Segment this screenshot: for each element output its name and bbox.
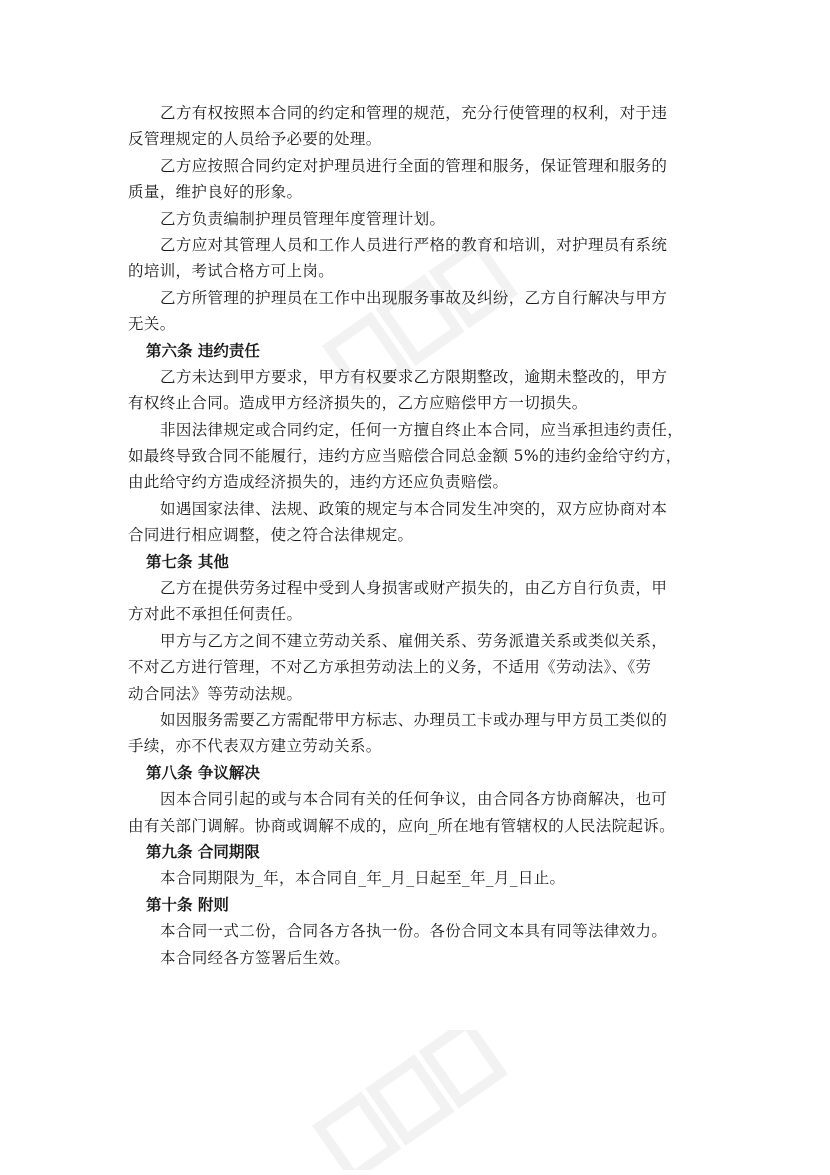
paragraph-line: 的培训，考试合格方可上岗。 (128, 262, 335, 281)
paragraph-line: 合同进行相应调整，使之符合法律规定。 (128, 526, 414, 545)
paragraph-line: 反管理规定的人员给予必要的处理。 (128, 130, 382, 149)
paragraph-line: 不对乙方进行管理，不对乙方承担劳动法上的义务，不适用《劳动法》、《劳 (128, 658, 652, 677)
paragraph-line: 乙方有权按照本合同的约定和管理的规范，充分行使管理的权利，对于违 (160, 104, 668, 122)
paragraph-line: 如遇国家法律、法规、政策的规定与本合同发生冲突的，双方应协商对本 (160, 499, 668, 518)
section-heading: 第七条 其他 (146, 551, 229, 571)
paragraph (128, 945, 720, 971)
paragraph-line: 非因法律规定或合同约定，任何一方擅自终止本合同，应当承担违约责任， (160, 420, 684, 439)
paragraph (128, 206, 720, 232)
paragraph (128, 496, 720, 549)
paragraph (128, 100, 720, 153)
watermark-logo-icon (300, 1030, 520, 1174)
section-heading: 第六条 违约责任 (146, 340, 260, 360)
paragraph (128, 232, 720, 285)
paragraph-line: 动合同法》等劳动法规。 (128, 684, 303, 703)
paragraph-line: 无关。 (128, 315, 176, 334)
paragraph (128, 285, 720, 338)
paragraph-line: 本合同期限为_年，本合同自_年_月_日起至_年_月_日止。 (160, 869, 566, 888)
paragraph-line: 乙方应对其管理人员和工作人员进行严格的教育和培训，对护理员有系统 (160, 235, 668, 254)
paragraph-line: 方对此不承担任何责任。 (128, 605, 303, 624)
paragraph-line: 乙方应按照合同约定对护理员进行全面的管理和服务，保证管理和服务的 (160, 156, 668, 175)
section-heading: 第九条 合同期限 (146, 841, 260, 861)
paragraph (128, 707, 720, 760)
paragraph-line: 乙方所管理的护理员在工作中出现服务事故及纠纷，乙方自行解决与甲方 (160, 288, 668, 307)
paragraph-line: 如因服务需要乙方需配带甲方标志、办理员工卡或办理与甲方员工类似的 (160, 710, 668, 729)
paragraph-line: 乙方负责编制护理员管理年度管理计划。 (160, 209, 446, 228)
paragraph-line: 本合同一式二份，合同各方各执一份。各份合同文本具有同等法律效力。 (160, 922, 668, 941)
section-heading: 第十条 附则 (146, 894, 229, 914)
paragraph-line: 手续，亦不代表双方建立劳动关系。 (128, 737, 382, 756)
paragraph (128, 364, 720, 417)
paragraph-line: 有权终止合同。造成甲方经济损失的，乙方应赔偿甲方一切损失。 (128, 394, 588, 413)
paragraph (128, 575, 720, 628)
paragraph (128, 865, 720, 891)
paragraph (128, 628, 720, 707)
paragraph-line: 由有关部门调解。协商或调解不成的，应向_所在地有管辖权的人民法院起诉。 (128, 816, 676, 835)
paragraph (128, 786, 720, 839)
paragraph-line: 本合同经各方签署后生效。 (160, 948, 351, 967)
paragraph-line: 乙方在提供劳务过程中受到人身损害或财产损失的，由乙方自行负责，甲 (160, 579, 668, 598)
paragraph-line: 甲方与乙方之间不建立劳动关系、雇佣关系、劳务派遣关系或类似关系， (160, 631, 668, 650)
paragraph-line: 由此给守约方造成经济损失的，违约方还应负责赔偿。 (128, 473, 509, 492)
paragraph (128, 417, 720, 496)
paragraph (128, 918, 720, 944)
paragraph-line: 因本合同引起的或与本合同有关的任何争议，由合同各方协商解决，也可 (160, 790, 668, 809)
section-heading: 第八条 争议解决 (146, 762, 260, 782)
document-body (128, 100, 720, 971)
paragraph-line: 乙方未达到甲方要求，甲方有权要求乙方限期整改，逾期未整改的，甲方 (160, 367, 668, 386)
paragraph-line: 质量，维护良好的形象。 (128, 183, 303, 202)
paragraph-line: 如最终导致合同不能履行，违约方应当赔偿合同总金额 5%的违约金给守约方， (128, 447, 682, 466)
paragraph (128, 153, 720, 206)
